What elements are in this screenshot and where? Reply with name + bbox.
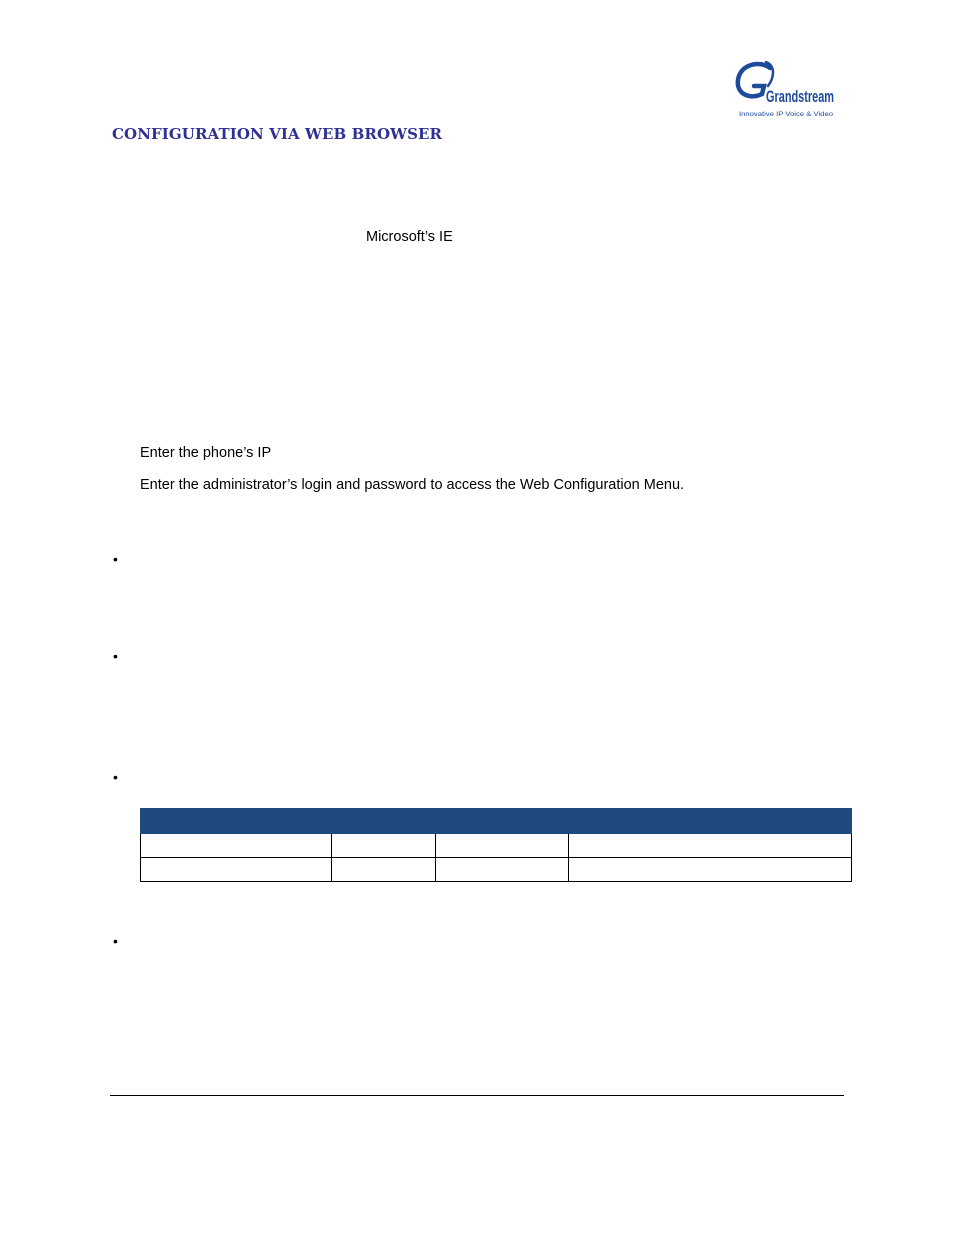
table-cell [141, 858, 332, 882]
table-cell [436, 834, 569, 858]
table-cell [141, 834, 332, 858]
footer-divider [110, 1095, 844, 1096]
table-row [141, 834, 852, 858]
table-header-cell [436, 809, 569, 834]
step-enter-login: Enter the administrator’s login and password to access the Web Configuration Menu. [140, 477, 685, 493]
grandstream-logo [734, 60, 838, 120]
table-header-cell [332, 809, 436, 834]
section-heading: CONFIGURATION VIA WEB BROWSER [112, 125, 443, 143]
browser-name-text: Microsoft’s IE [366, 229, 453, 245]
logo-tagline: Innovative IP Voice & Video [739, 111, 834, 118]
bullet-4: • [113, 933, 118, 949]
bullet-1: • [113, 551, 118, 567]
table-header-cell [141, 809, 332, 834]
table-cell [569, 834, 852, 858]
grandstream-logo-icon [734, 60, 838, 120]
table-cell [332, 834, 436, 858]
step-enter-ip: Enter the phone’s IP [140, 445, 272, 461]
table-row [141, 858, 852, 882]
table-header-row [141, 809, 852, 834]
config-table [140, 808, 852, 882]
table-cell [436, 858, 569, 882]
logo-wordmark: Grandstream [766, 87, 834, 106]
bullet-3: • [113, 769, 118, 785]
table-cell [569, 858, 852, 882]
table-cell [332, 858, 436, 882]
table-header-cell [569, 809, 852, 834]
bullet-2: • [113, 648, 118, 664]
